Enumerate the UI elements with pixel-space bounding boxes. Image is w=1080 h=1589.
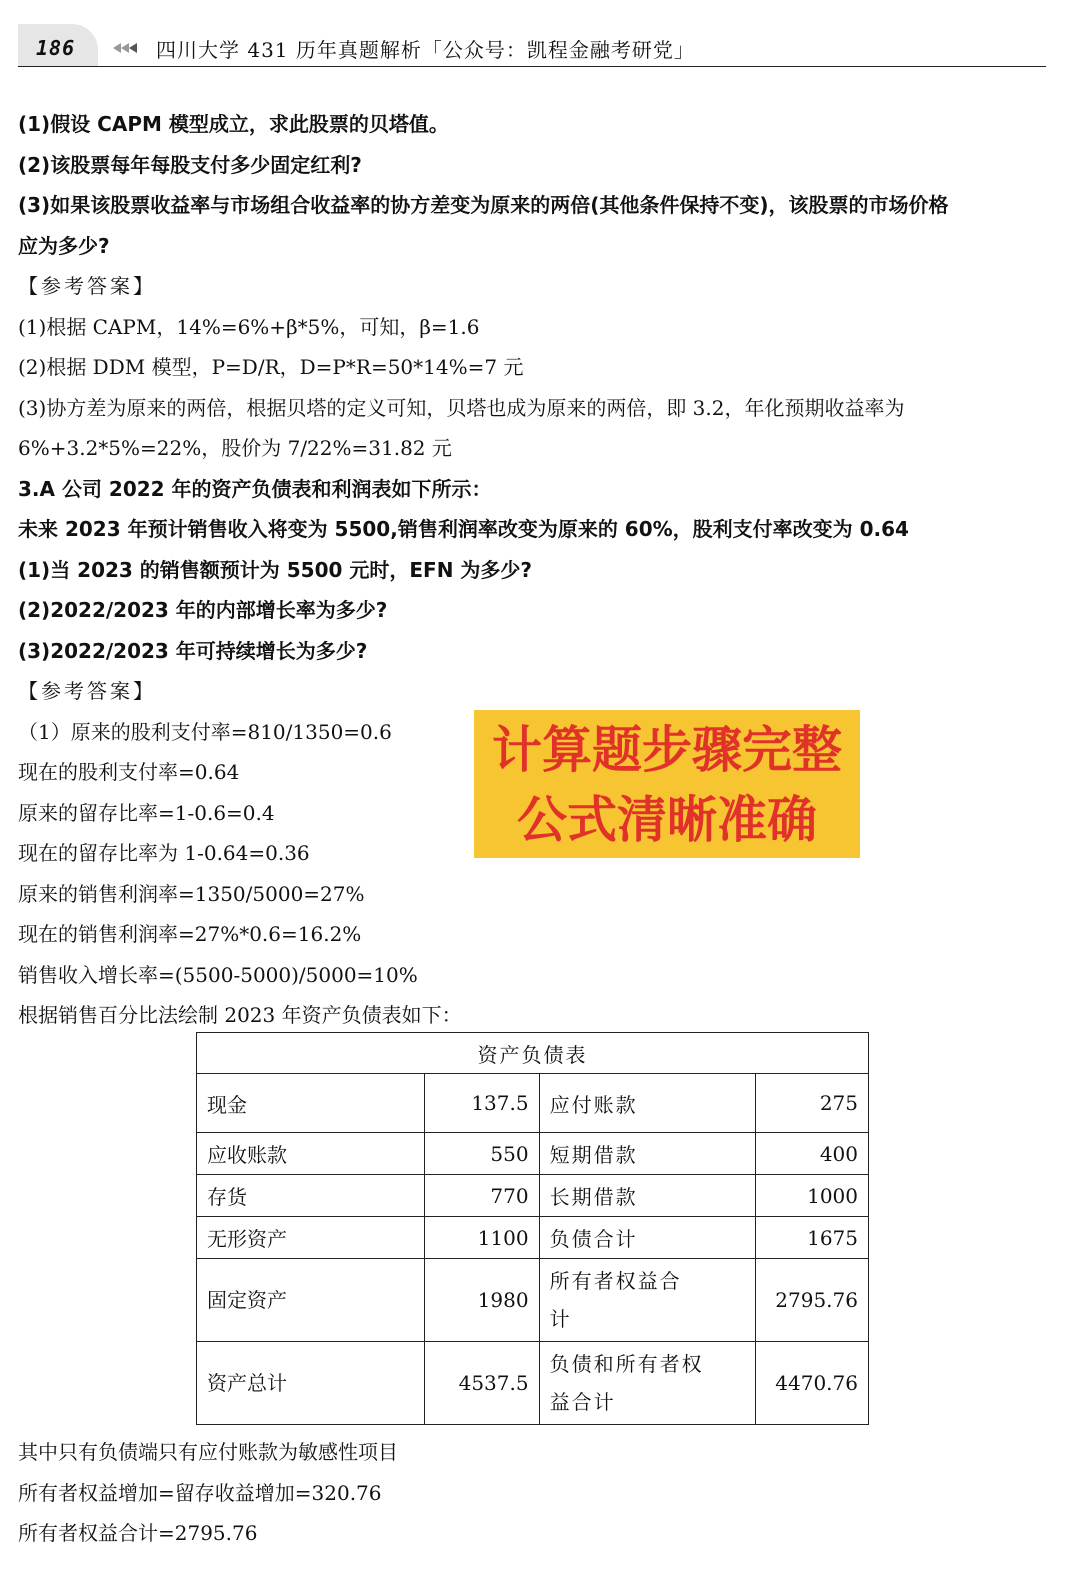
liability-name-part-1: 所有者权益合 [549,1269,682,1293]
asset-value: 1980 [425,1259,540,1342]
note-line: 所有者权益合计=2795.76 [18,1521,258,1545]
asset-value: 770 [425,1175,540,1217]
asset-name: 应收账款 [197,1133,425,1175]
answer-step: 现在的销售利润率=27%*0.6=16.2% [18,922,362,946]
liability-name [539,1259,756,1342]
asset-value: 4537.5 [425,1342,540,1425]
note-line: 其中只有负债端只有应付账款为敏感性项目 [18,1440,398,1464]
liability-name-part-2: 益合计 [549,1390,616,1414]
answer-label: 【参考答案】 [18,274,156,298]
asset-value: 550 [425,1133,540,1175]
table-row [197,1175,869,1217]
question-condition: 未来 2023 年预计销售收入将变为 5500,销售利润率改变为原来的 60%，股利支付率改变为 0.64 [18,517,909,541]
balance-sheet-table [196,1032,869,1425]
liability-value: 1000 [756,1175,869,1217]
liability-name: 长期借款 [539,1175,756,1217]
asset-name: 固定资产 [197,1259,425,1342]
question-efn: (1)当 2023 的销售额预计为 5500 元时，EFN 为多少? [18,557,533,582]
question-2: (2)该股票每年每股支付多少固定红利? [18,152,362,177]
liability-name: 应付账款 [539,1074,756,1133]
table-title: 资产负债表 [197,1033,869,1074]
asset-name: 存货 [197,1175,425,1217]
asset-name: 无形资产 [197,1217,425,1259]
header-title: 四川大学 431 历年真题解析「公众号：凯程金融考研党」 [156,38,695,62]
question-internal-growth: (2)2022/2023 年的内部增长率为多少? [18,598,388,622]
answer-step: 销售收入增长率=(5500-5000)/5000=10% [18,962,418,987]
table-row [197,1074,869,1133]
table-row [197,1217,869,1259]
page-number-tab [18,24,98,66]
table-row [197,1133,869,1175]
liability-value: 4470.76 [756,1342,869,1425]
answer-1: (1)根据 CAPM，14%=6%+β*5%，可知，β=1.6 [18,314,480,339]
answer-3-line-1: (3)协方差为原来的两倍，根据贝塔的定义可知，贝塔也成为原来的两倍，即 3.2，年化预期收益率为 [18,395,905,420]
banner-line-2: 公式清晰准确 [517,791,817,849]
asset-value: 1100 [425,1217,540,1259]
answer-step: 原来的留存比率=1-0.6=0.4 [18,800,275,825]
question-3-line-1: (3)如果该股票收益率与市场组合收益率的协方差变为原来的两倍(其他条件保持不变)，该股票的市场价格 [18,193,949,217]
page-content [18,104,1058,1036]
answer-step: 原来的销售利润率=1350/5000=27% [18,881,365,906]
question-1: (1)假设 CAPM 模型成立，求此股票的贝塔值。 [18,112,449,136]
page-header [18,24,1046,67]
answer-label-2: 【参考答案】 [18,679,156,703]
liability-name-part-2: 计 [549,1307,572,1331]
liability-value: 400 [756,1133,869,1175]
question-3-line-2: 应为多少? [18,233,110,258]
asset-name: 现金 [197,1074,425,1133]
liability-value: 2795.76 [756,1259,869,1342]
liability-value: 1675 [756,1217,869,1259]
page-number: 186 [36,36,76,60]
banner-line-1: 计算题步骤完整 [492,721,842,779]
table-row [197,1259,869,1342]
answer-step: （1）原来的股利支付率=810/1350=0.6 [18,719,392,744]
liability-name [539,1342,756,1425]
question-sustainable-growth: (3)2022/2023 年可持续增长为多少? [18,638,368,663]
promo-banner [474,710,860,858]
question-intro: 3.A 公司 2022 年的资产负债表和利润表如下所示： [18,476,492,501]
table-row [197,1342,869,1425]
note-line: 所有者权益增加=留存收益增加=320.76 [18,1480,382,1505]
liability-name-part-1: 负债和所有者权 [549,1352,704,1376]
liability-name: 短期借款 [539,1133,756,1175]
liability-name: 负债合计 [539,1217,756,1259]
liability-value: 275 [756,1074,869,1133]
asset-name: 资产总计 [197,1342,425,1425]
double-triangle-icon [113,42,147,54]
answer-step: 现在的股利支付率=0.64 [18,760,240,784]
after-table-text [18,1432,398,1554]
answer-2: (2)根据 DDM 模型，P=D/R，D=P*R=50*14%=7 元 [18,355,524,379]
answer-step: 根据销售百分比法绘制 2023 年资产负债表如下： [18,1003,462,1027]
answer-3-line-2: 6%+3.2*5%=22%，股价为 7/22%=31.82 元 [18,436,452,460]
asset-value: 137.5 [425,1074,540,1133]
answer-step: 现在的留存比率为 1-0.64=0.36 [18,841,310,865]
